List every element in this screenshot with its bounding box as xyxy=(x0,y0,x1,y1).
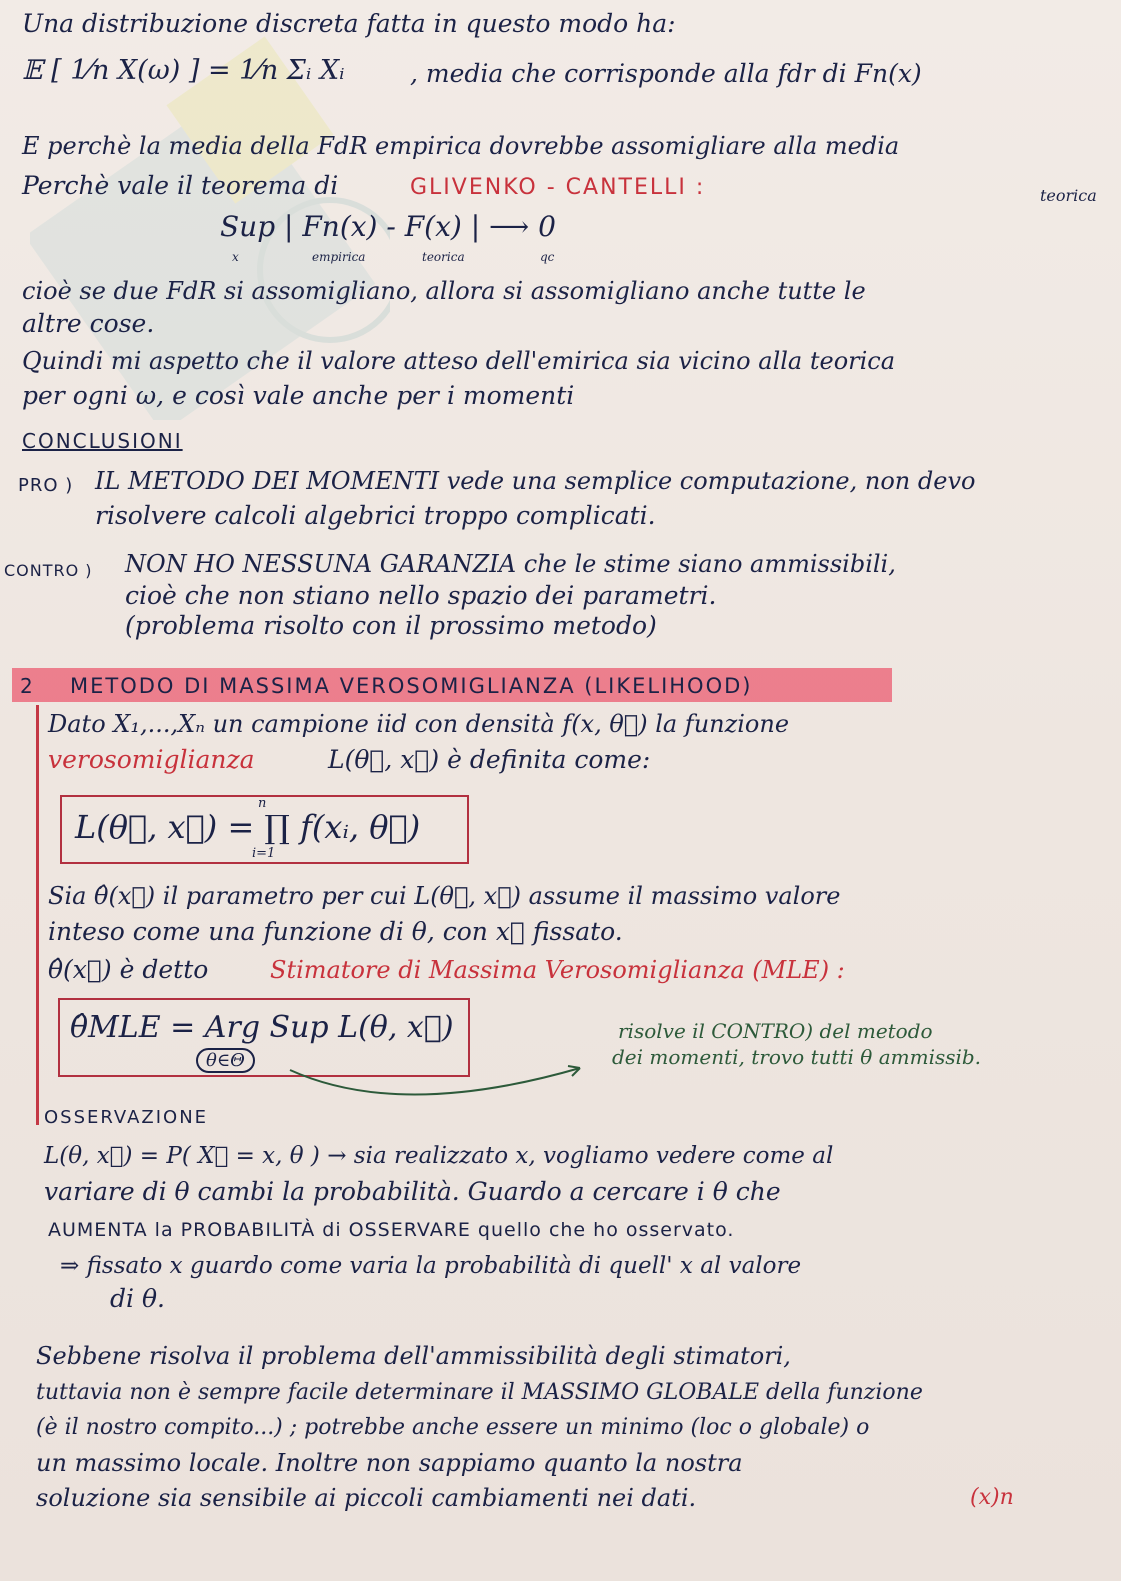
note-line-6: cioè se due FdR si assomigliano, allora si assomigliano anche tutte le xyxy=(22,277,866,305)
contro-line-1: NON HO NESSUNA GARANZIA che le stime siano ammissibili, xyxy=(125,550,896,578)
note-line-9: per ogni ω, e così vale anche per i momenti xyxy=(22,381,575,410)
end-line-5: soluzione sia sensibile ai piccoli cambiamenti nei dati. xyxy=(36,1484,697,1512)
pro-label: PRO ) xyxy=(18,475,74,496)
end-mark: (x)n xyxy=(970,1485,1014,1510)
def-line-1: Dato X₁,...,Xₙ un campione iid con densità f(x, θ⃗) la funzione xyxy=(48,710,790,738)
section-margin-bar xyxy=(36,705,39,1125)
section-title: METODO DI MASSIMA VEROSOMIGLIANZA (LIKELIHOOD) xyxy=(70,674,753,698)
note-line-3: E perchè la media della FdR empirica dovrebbe assomigliare alla media xyxy=(22,132,900,160)
gc-sub-empirica: empirica xyxy=(312,250,366,264)
contro-label: CONTRO ) xyxy=(4,561,93,580)
note-line-1: Una distribuzione discreta fatta in questo modo ha: xyxy=(22,9,676,38)
note-arrow xyxy=(280,1060,600,1110)
likelihood-formula: L(θ⃗, x⃗) = ∏ f(xᵢ, θ⃗) xyxy=(75,808,421,846)
conclusioni-heading: CONCLUSIONI xyxy=(22,429,183,453)
expectation-formula: 𝔼 [ 1⁄n X(ω) ] = 1⁄n Σᵢ Xᵢ xyxy=(22,55,345,86)
gc-sub-x: x xyxy=(232,250,239,264)
note-line-8: Quindi mi aspetto che il valore atteso dell'emirica sia vicino alla teorica xyxy=(22,347,896,375)
mle-argsup-domain: θ∈Θ xyxy=(196,1048,255,1073)
oss-line-3: AUMENTA la PROBABILITÀ di OSSERVARE quello che ho osservato. xyxy=(48,1219,735,1241)
pro-line-1: IL METODO DEI MOMENTI vede una semplice computazione, non devo xyxy=(95,467,976,495)
contro-line-2: cioè che non stiano nello spazio dei parametri. xyxy=(125,581,717,610)
product-upper: n xyxy=(258,796,267,811)
note-line-2: , media che corrisponde alla fdr di Fn(x) xyxy=(410,59,922,88)
oss-line-1: L(θ, x⃗) = P( X⃗ = x, θ ) → sia realizzato x, vogliamo vedere come al xyxy=(44,1143,834,1169)
sia-line-1: Sia θ̂(x⃗) il parametro per cui L(θ⃗, x⃗) assume il massimo valore xyxy=(48,882,841,910)
end-line-2: tuttavia non è sempre facile determinare il MASSIMO GLOBALE della funzione xyxy=(36,1380,923,1405)
def-line-2: L(θ⃗, x⃗) è definita come: xyxy=(328,745,651,774)
gc-sub-qc: qc xyxy=(540,250,555,264)
side-note-line-2: dei momenti, trovo tutti θ ammissib. xyxy=(612,1045,982,1069)
oss-line-4: ⇒ fissato x guardo come varia la probabilità di quell' x al valore xyxy=(60,1253,802,1279)
theorem-name: GLIVENKO - CANTELLI : xyxy=(410,175,706,200)
sia-line-2: inteso come una funzione di θ, con x⃗ fissato. xyxy=(48,917,623,946)
note-line-7: altre cose. xyxy=(22,309,155,338)
mle-line-a: θ̂(x⃗) è detto xyxy=(48,955,209,984)
mle-term: Stimatore di Massima Verosomiglianza (MLE) : xyxy=(270,956,845,984)
oss-line-5: di θ. xyxy=(110,1284,165,1313)
oss-line-2: variare di θ cambi la probabilità. Guardo a cercare i θ che xyxy=(44,1177,781,1206)
def-term: verosomiglianza xyxy=(48,745,255,774)
contro-line-3: (problema risolto con il prossimo metodo) xyxy=(125,611,657,640)
margin-teorica: teorica xyxy=(1040,186,1097,205)
gc-sub-teorica: teorica xyxy=(422,250,465,264)
side-note-line-1: risolve il CONTRO) del metodo xyxy=(618,1019,933,1043)
end-line-1: Sebbene risolva il problema dell'ammissibilità degli stimatori, xyxy=(36,1342,791,1370)
pro-line-2: risolvere calcoli algebrici troppo complicati. xyxy=(95,501,656,530)
note-line-4a: Perchè vale il teorema di xyxy=(22,171,339,200)
product-lower: i=1 xyxy=(252,846,276,861)
mle-formula: θ̂MLE = Arg Sup L(θ, x⃗) xyxy=(70,1010,454,1045)
section-number: 2 xyxy=(20,674,35,698)
end-line-4: un massimo locale. Inoltre non sappiamo quanto la nostra xyxy=(36,1449,743,1477)
glivenko-cantelli-formula: Sup | Fn(x) - F(x) | ⟶ 0 xyxy=(220,210,556,243)
osservazione-heading: OSSERVAZIONE xyxy=(44,1107,209,1128)
end-line-3: (è il nostro compito...) ; potrebbe anche essere un minimo (loc o globale) o xyxy=(36,1415,870,1440)
